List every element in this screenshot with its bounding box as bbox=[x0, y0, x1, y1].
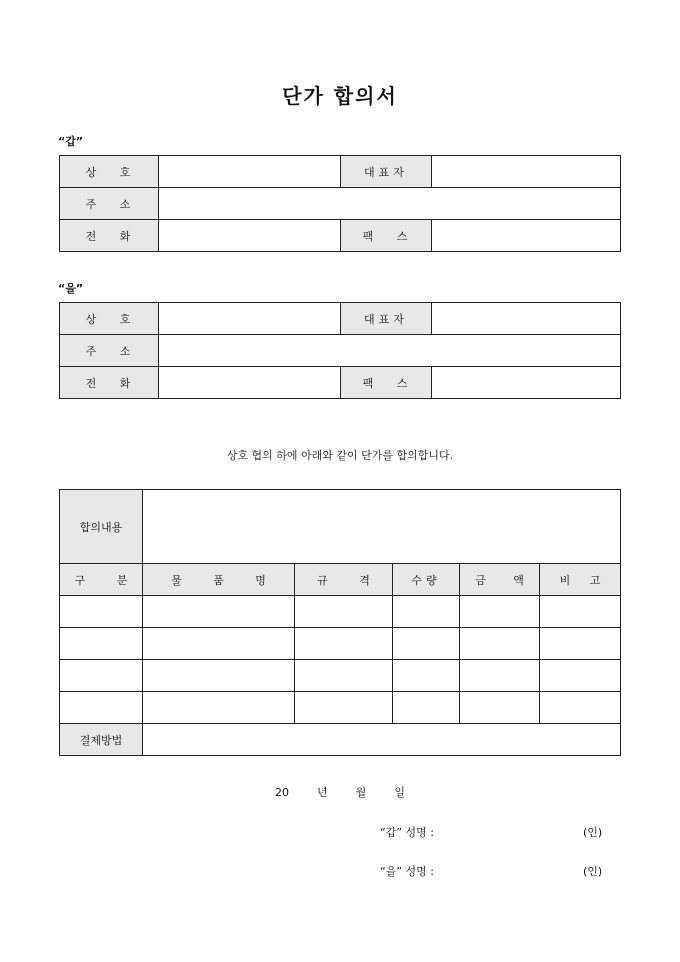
table-cell[interactable] bbox=[393, 628, 460, 660]
year-prefix: 20 bbox=[275, 786, 290, 799]
party-a-representative-field[interactable] bbox=[432, 156, 621, 188]
party-b-phone-field[interactable] bbox=[159, 367, 341, 399]
table-cell[interactable] bbox=[60, 628, 143, 660]
table-row bbox=[60, 692, 621, 724]
party-b-company-label: 상 호 bbox=[60, 303, 159, 335]
table-cell[interactable] bbox=[460, 596, 540, 628]
party-a-phone-label: 전 화 bbox=[60, 220, 159, 252]
party-b-signature-label: “을” 성명 : bbox=[380, 865, 434, 878]
table-cell[interactable] bbox=[540, 596, 621, 628]
party-b-fax-field[interactable] bbox=[432, 367, 621, 399]
party-a-signature-label: “갑” 성명 : bbox=[380, 826, 434, 839]
payment-field[interactable] bbox=[143, 724, 621, 756]
table-cell[interactable] bbox=[460, 628, 540, 660]
table-cell[interactable] bbox=[60, 660, 143, 692]
party-b-seal[interactable]: (인) bbox=[583, 865, 603, 878]
party-a-table bbox=[59, 155, 621, 252]
date-line bbox=[0, 784, 680, 800]
table-cell[interactable] bbox=[460, 660, 540, 692]
party-a-address-label: 주 소 bbox=[60, 188, 159, 220]
party-b-address-label: 주 소 bbox=[60, 335, 159, 367]
header-spec: 규 격 bbox=[295, 564, 393, 596]
party-b-representative-label: 대표자 bbox=[341, 303, 432, 335]
header-item-name: 물 품 명 bbox=[143, 564, 295, 596]
party-a-fax-field[interactable] bbox=[432, 220, 621, 252]
content-label: 합의내용 bbox=[60, 490, 143, 564]
party-b-fax-label: 팩 스 bbox=[341, 367, 432, 399]
table-cell[interactable] bbox=[143, 596, 295, 628]
party-b-representative-field[interactable] bbox=[432, 303, 621, 335]
table-cell[interactable] bbox=[143, 628, 295, 660]
table-cell[interactable] bbox=[295, 596, 393, 628]
day-label: 일 bbox=[394, 786, 405, 799]
content-field[interactable] bbox=[143, 490, 621, 564]
agreement-table bbox=[59, 489, 621, 756]
table-row bbox=[60, 596, 621, 628]
party-b-company-field[interactable] bbox=[159, 303, 341, 335]
table-cell[interactable] bbox=[540, 692, 621, 724]
party-a-phone-field[interactable] bbox=[159, 220, 341, 252]
table-cell[interactable] bbox=[540, 660, 621, 692]
party-a-representative-label: 대표자 bbox=[341, 156, 432, 188]
document-title: 단가 합의서 bbox=[282, 84, 398, 108]
table-cell[interactable] bbox=[295, 628, 393, 660]
table-cell[interactable] bbox=[295, 692, 393, 724]
table-cell[interactable] bbox=[393, 596, 460, 628]
header-remarks: 비 고 bbox=[540, 564, 621, 596]
table-cell[interactable] bbox=[540, 628, 621, 660]
party-a-fax-label: 팩 스 bbox=[341, 220, 432, 252]
table-cell[interactable] bbox=[393, 660, 460, 692]
table-row bbox=[60, 628, 621, 660]
party-a-company-label: 상 호 bbox=[60, 156, 159, 188]
party-a-company-field[interactable] bbox=[159, 156, 341, 188]
table-cell[interactable] bbox=[460, 692, 540, 724]
party-b-heading: “을” bbox=[58, 282, 84, 295]
header-amount: 금 액 bbox=[460, 564, 540, 596]
header-category: 구 분 bbox=[60, 564, 143, 596]
party-b-address-field[interactable] bbox=[159, 335, 621, 367]
table-cell[interactable] bbox=[60, 596, 143, 628]
party-a-address-field[interactable] bbox=[159, 188, 621, 220]
payment-label: 결제방법 bbox=[60, 724, 143, 756]
table-cell[interactable] bbox=[143, 660, 295, 692]
party-b-table bbox=[59, 302, 621, 399]
year-label: 년 bbox=[317, 786, 328, 799]
agreement-sentence: 상호 협의 하에 아래와 같이 단가를 합의합니다. bbox=[226, 449, 454, 462]
month-label: 월 bbox=[355, 786, 367, 799]
table-cell[interactable] bbox=[295, 660, 393, 692]
header-quantity: 수량 bbox=[393, 564, 460, 596]
table-cell[interactable] bbox=[393, 692, 460, 724]
table-cell[interactable] bbox=[143, 692, 295, 724]
party-a-heading: “갑” bbox=[58, 135, 84, 148]
table-cell[interactable] bbox=[60, 692, 143, 724]
party-b-phone-label: 전 화 bbox=[60, 367, 159, 399]
table-row bbox=[60, 660, 621, 692]
party-a-seal[interactable]: (인) bbox=[583, 826, 603, 839]
